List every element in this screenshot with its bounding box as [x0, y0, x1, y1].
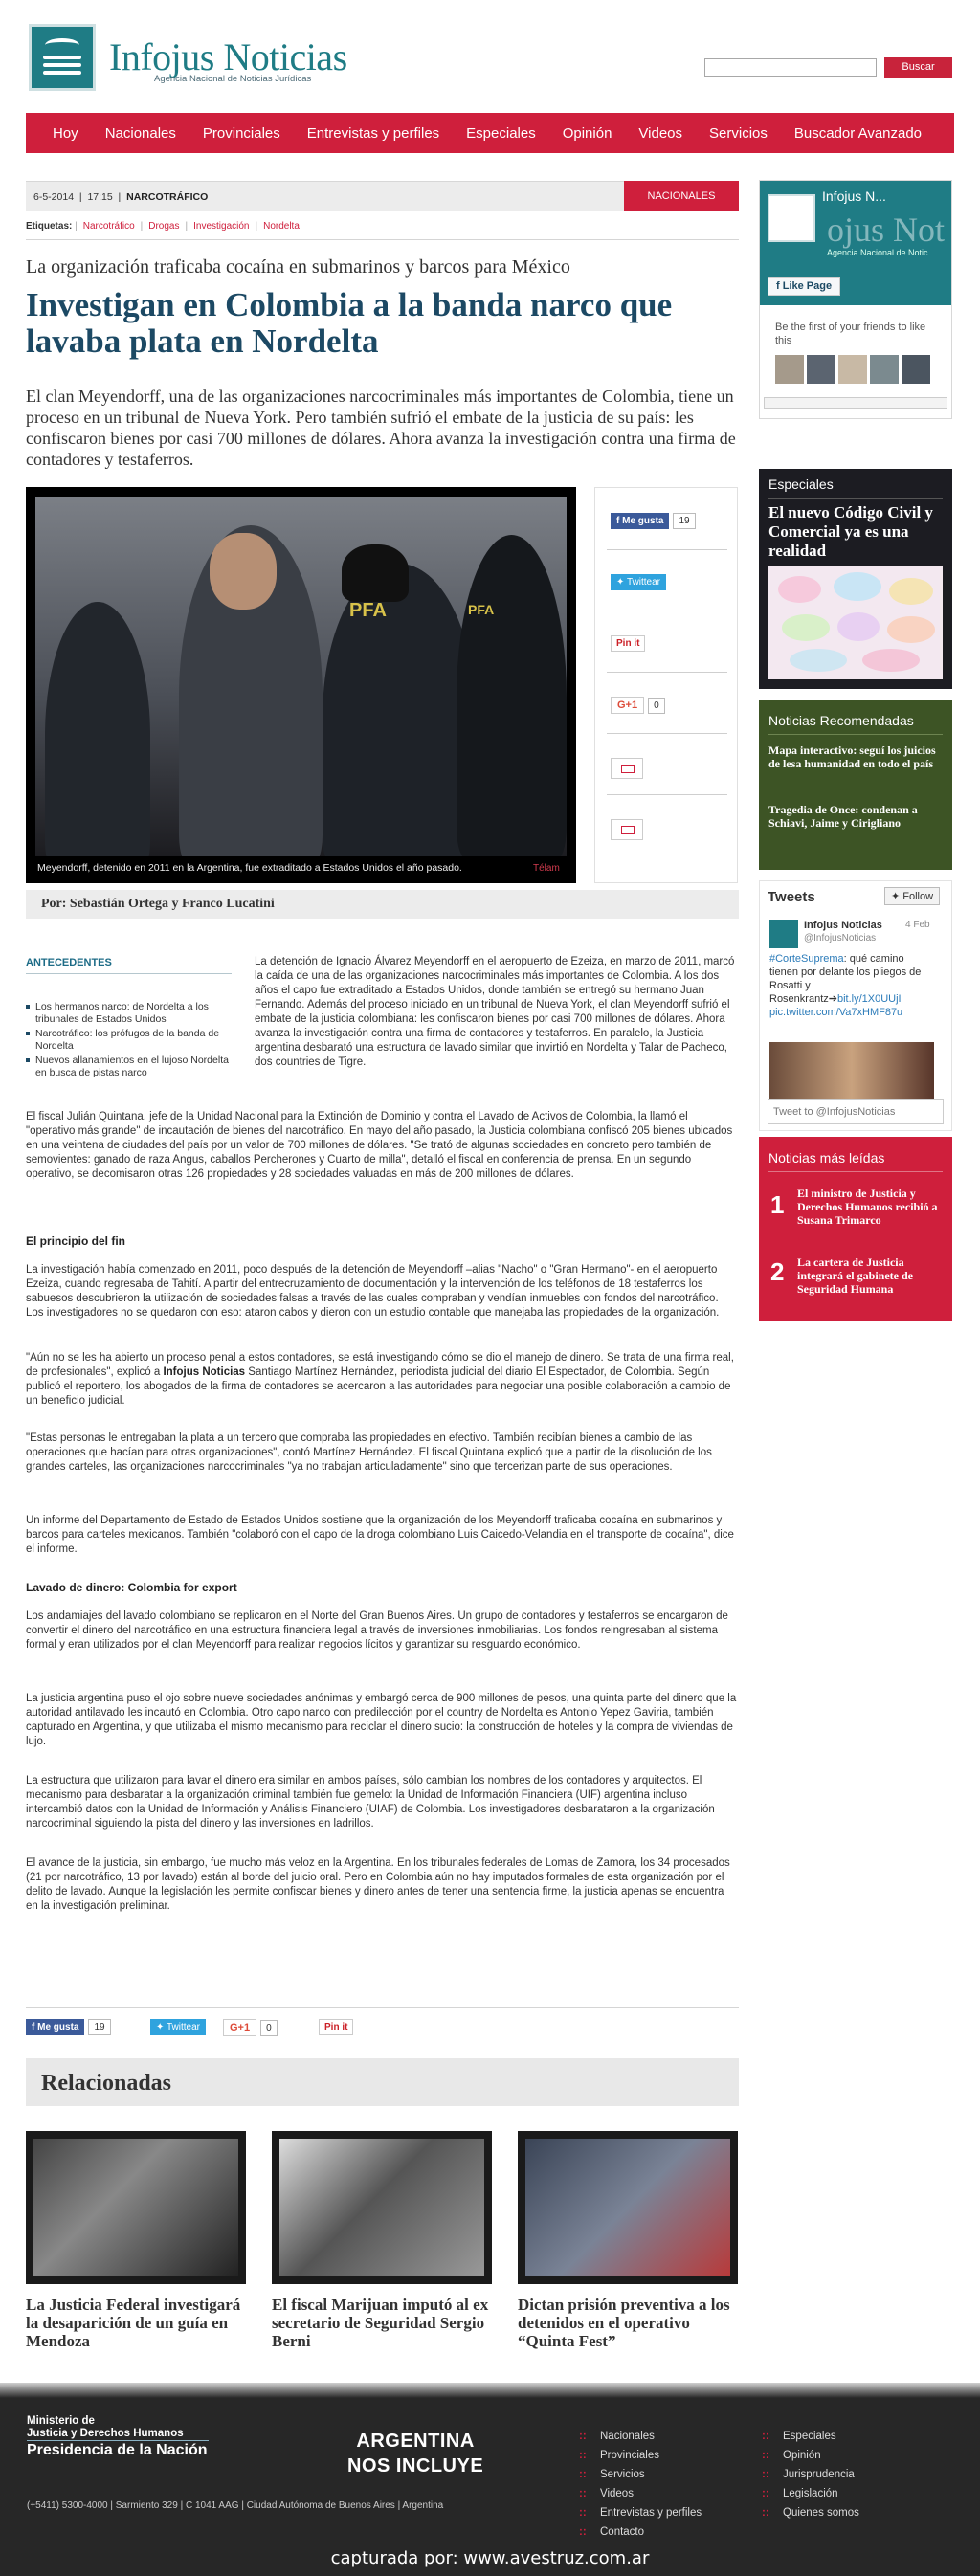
tweet-to-input[interactable]: Tweet to @InfojusNoticias	[768, 1099, 944, 1124]
site-header	[0, 0, 980, 113]
tweet-author-handle[interactable]: @InfojusNoticias	[804, 933, 877, 944]
brand-infojus: Infojus	[109, 35, 214, 78]
related-image[interactable]	[518, 2131, 738, 2284]
twitter-icon: ✦	[156, 2022, 165, 2032]
footer-links-col2	[762, 2427, 859, 2522]
twitter-button[interactable]	[150, 2019, 206, 2035]
related-title[interactable]: Dictan prisión preventiva a los detenidos en el operativo “Quinta Fest”	[518, 2296, 730, 2350]
article-datetime: 6-5-2014 | 17:15 | NARCOTRÁFICO	[33, 191, 209, 203]
antecedente-link[interactable]: Los hermanos narco: de Nordelta a los tribunales de Estados Unidos	[26, 1001, 232, 1026]
tags-label: Etiquetas:	[26, 221, 73, 232]
antecedentes-title: ANTECEDENTES	[26, 957, 232, 974]
facebook-page-title[interactable]: Infojus N...	[822, 189, 886, 204]
tweet-hashtag[interactable]: #CorteSuprema	[769, 953, 844, 965]
recomendada-link[interactable]: Mapa interactivo: seguí los juicios de lesa humanidad en todo el país	[768, 744, 936, 770]
antecedente-link[interactable]: Narcotráfico: los prófugos de la banda de Nordelta	[26, 1028, 232, 1053]
facebook-banner-text: ojus Not	[827, 211, 946, 249]
twitter-button[interactable]	[611, 574, 666, 590]
article-paragraph: "Estas personas le entregaban la plata a un tercero que compraba las propiedades en efectivo. También recibían bienes a cambio de las operaciones que hacían para otras organizaciones", contó Martínez Hernández. El fiscal Quintana explicó que a partir de la disolución de los grandes carteles, las organizaciones narcocriminales "ya no trabajan articuladamente" sino que tercerizan parte de sus operaciones.	[26, 1432, 712, 1473]
article-photo-frame	[26, 487, 576, 883]
article-subheading: Lavado de dinero: Colombia for export	[26, 1581, 237, 1594]
facebook-like-count: 19	[673, 513, 695, 529]
especiales-image[interactable]	[768, 566, 943, 679]
article-date: 6-5-2014	[33, 191, 75, 203]
facebook-share	[611, 513, 696, 529]
tag-link[interactable]: Nordelta	[263, 221, 300, 232]
mas-leidas-title: Noticias más leídas	[768, 1150, 885, 1166]
article-kicker: La organización traficaba cocaína en submarinos y barcos para México	[26, 256, 570, 278]
facebook-widget-scrollbar[interactable]	[764, 397, 947, 409]
footer-link[interactable]: :: Opinión	[762, 2446, 859, 2465]
tweet-author-name[interactable]: Infojus Noticias	[804, 920, 882, 931]
facebook-like-label: Me gusta	[622, 516, 664, 526]
rank-number: 1	[770, 1190, 785, 1219]
article-paragraph: Un informe del Departamento de Estado de Estados Unidos sostiene que la organización de los Meyendorff traficaba cocaína en submarinos y barcos para carteles mexicanos. También "colaboró con el capo de la droga colombiano Luis Caicedo-Velandia en el transporte de cocaína", dice el informe.	[26, 1515, 734, 1555]
facebook-like-button[interactable]	[611, 513, 669, 529]
twitter-label: Twittear	[167, 2022, 201, 2032]
tag-link[interactable]: Drogas	[148, 221, 180, 232]
article-headline: Investigan en Colombia a la banda narco que lavaba plata en Nordelta	[26, 286, 673, 360]
tags-row: Etiquetas: | Narcotráfico | Drogas | Investigación | Nordelta	[26, 221, 739, 240]
article-section[interactable]: NARCOTRÁFICO	[126, 191, 209, 203]
article-paragraph: La investigación había comenzado en 2011, poco después de la detención de Meyendorff –alias "Nacho" o "Gran Hermano"- en el aeropuerto Ezeiza, cuando regresaba de Tahití. A partir del entrecruzamiento de documentación y la intervención de los teléfonos de 18 testaferros los sabuesos descubrieron la utilización de sociedades falsas a través de las cuales compraban y vendían inmuebles con fondos del narcotráfico. Los investigadores no se quedaron con eso: ataron cabos y dieron con un estudio contable que manejaba las propiedades de la organización.	[26, 1264, 720, 1319]
gplus-button[interactable]: G+1	[223, 2019, 256, 2036]
capture-watermark: capturada por: www.avestruz.com.ar	[330, 2548, 650, 2568]
email-icon[interactable]	[611, 819, 643, 840]
bottom-share-bar	[26, 2007, 739, 2033]
like-page-label: Like Page	[782, 280, 833, 292]
article-time: 17:15	[87, 191, 113, 203]
facebook-icon: f	[32, 2022, 35, 2032]
mas-leida-link[interactable]: La cartera de Justicia integrará el gabinete de Seguridad Humana	[797, 1255, 913, 1296]
facebook-icon: f	[776, 280, 780, 292]
footer-links-col1	[579, 2427, 702, 2542]
footer-link[interactable]: :: Nacionales	[579, 2427, 702, 2446]
facebook-icon: f	[616, 516, 620, 526]
facebook-first-friends: Be the first of your friends to like this	[775, 322, 926, 346]
twitter-icon: ✦	[891, 891, 901, 902]
paragraph-bold: Infojus Noticias	[163, 1366, 246, 1378]
footer-link[interactable]: :: Entrevistas y perfiles	[579, 2503, 702, 2522]
nav-nacionales[interactable]: Nacionales	[104, 124, 176, 142]
paragraph-part: Santiago Martínez Hernández, periodista judicial del diario El Espectador, de Colombia. Según publicó el reportero, los abogados de la firma de contadores se acercaron a las autoridades para negociar una posible colaboración a cambio de un beneficio judicial.	[26, 1366, 731, 1407]
footer-link[interactable]: :: Videos	[579, 2484, 702, 2503]
rank-number: 2	[770, 1257, 785, 1286]
gplus-count: 0	[260, 2020, 278, 2036]
nav-servicios[interactable]: Servicios	[709, 124, 768, 142]
brand-tagline: Agencia Nacional de Noticias Jurídicas	[154, 74, 312, 84]
email-share	[611, 819, 643, 843]
article-paragraph: El fiscal Julián Quintana, jefe de la Unidad Nacional para la Extinción de Dominio y contra el Lavado de Activos de Colombia, la llamó el "operativo más grande" de incautación de bienes del narcotráfico. En mayo del año pasado, la Justicia colombiana confiscó 205 bienes ubicados en una veintena de ciudades del país por un valor de 700 millones de dólares. "Se trató de algunas sociedades en concreto pero también de semovientes: ganado de raza Angus, caballos Percherones y Cuarto de milla", detalló el fiscal en conferencia de prensa. En un segundo operativo, se decomisaron otras 126 propiedades y 28 sociedades valuadas en más de 200 millones de dólares.	[26, 1111, 733, 1180]
article-paragraph: La estructura que utilizaron para lavar el dinero era similar en ambos países, sólo cambian los nombres de los contadores y arquitectos. El mecanismo para desbaratar a la organización criminal también fue gemelo: la Unidad de Información Financiera (UIF) argentina incluso intercambió datos con la Unidad de Información y Análisis Financiero (UIAF) de Colombia. Los investigadores desbarataron a la organización narcocriminal siguiendo la pista del dinero y las inversiones en ladrillos.	[26, 1775, 715, 1830]
paragraph-part: "Aún no se les ha abierto un proceso penal a estos contadores, se está investigando cómo se dio el manejo de dinero. Se trata de una firma real, de profesionales", explicó a	[26, 1352, 734, 1378]
brand-noticias: Noticias	[223, 35, 347, 78]
gplus-count: 0	[648, 698, 665, 714]
print-share	[611, 758, 643, 782]
article-paragraph	[26, 1351, 739, 1409]
recomendada-link[interactable]: Tragedia de Once: condenan a Schiavi, Jaime y Cirigliano	[768, 803, 918, 830]
nav-videos[interactable]: Videos	[638, 124, 683, 142]
footer-presidencia[interactable]: Presidencia de la Nación	[27, 2442, 208, 2458]
especiales-title: Especiales	[768, 477, 834, 492]
related-title[interactable]: El fiscal Marijuan imputó al ex secretario de Seguridad Sergio Berni	[272, 2296, 489, 2350]
brand-name[interactable]	[109, 34, 347, 79]
related-image[interactable]	[272, 2131, 492, 2284]
antecedente-link[interactable]: Nuevos allanamientos en el lujoso Nordelta en busca de pistas narco	[26, 1055, 232, 1079]
footer-link[interactable]: :: Jurisprudencia	[762, 2465, 859, 2484]
related-title[interactable]: La Justicia Federal investigará la desaparición de un guía en Mendoza	[26, 2296, 241, 2350]
relacionadas-title: Relacionadas	[41, 2071, 172, 2096]
especiales-headline[interactable]: El nuevo Código Civil y Comercial ya es una realidad	[768, 503, 933, 560]
article-byline: Por: Sebastián Ortega y Franco Lucatini	[26, 890, 739, 919]
footer-ministerio[interactable]	[27, 2415, 184, 2440]
recomendadas-title: Noticias Recomendadas	[768, 713, 914, 728]
print-icon[interactable]	[611, 758, 643, 779]
search-button[interactable]: Buscar	[884, 57, 952, 78]
facebook-like-label: Me gusta	[37, 2022, 79, 2032]
footer-link[interactable]: :: Provinciales	[579, 2446, 702, 2465]
pinterest-button[interactable]: Pin it	[319, 2019, 353, 2035]
tweet-image[interactable]	[769, 1042, 934, 1099]
facebook-banner-sub: Agencia Nacional de Notic	[827, 248, 928, 257]
footer-link[interactable]: :: Especiales	[762, 2427, 859, 2446]
ministerio-line: Justicia y Derechos Humanos	[27, 2428, 184, 2439]
avatar[interactable]	[902, 355, 930, 384]
footer-address: (+5411) 5300-4000 | Sarmiento 329 | C 1041 AAG | Ciudad Autónoma de Buenos Aires | Argentina	[27, 2500, 444, 2511]
nav-especiales[interactable]: Especiales	[466, 124, 536, 142]
article-paragraph: El avance de la justicia, sin embargo, fue mucho más veloz en la Argentina. En los tribunales federales de Lomas de Zamora, los 34 procesados (21 por narcotráfico, 13 por lavado) están al borde del juicio oral. Pero en Colombia aún no hay imputados formales de esta organización por el delito de lavado. Aunque la legislación les permite confiscar bienes y dinero antes de tener una sentencia firme, la justicia apenas se encuentra en la investigación preliminar.	[26, 1857, 730, 1912]
photo-caption: Meyendorff, detenido en 2011 en la Argentina, fue extraditado a Estados Unidos el año pasado.	[37, 862, 462, 874]
twitter-icon: ✦	[616, 577, 625, 588]
avatar[interactable]	[807, 355, 835, 384]
article-lead: El clan Meyendorff, una de las organizaciones narcocriminales más importantes de Colombia, tiene un proceso en un tribunal de Nueva York. Pero también sufrió el embate de la justicia de su país: les confiscaron bienes por casi 700 millones de dólares. Ahora avanza la investigación contra una firma de contadores y testaferros.	[26, 387, 736, 469]
tweet-link[interactable]: bit.ly/1X0UUjI	[836, 993, 902, 1005]
article-paragraph: Los andamiajes del lavado colombiano se replicaron en el Norte del Gran Buenos Aires. Un grupo de contadores y testaferros se encargaron de convertir el dinero del narcotráfico en una estructura financiera legal a través de inversiones inmobiliarias. Los fondos reingresaban al sistema formal y eran utilizados por el clan Meyendorff para realizar negocios lícitos y garantizar su resguardo económico.	[26, 1610, 728, 1651]
footer-link[interactable]: :: Legislación	[762, 2484, 859, 2503]
tweet-link[interactable]: pic.twitter.com/Va7xHMF87u	[769, 1007, 903, 1018]
facebook-page-widget	[759, 180, 952, 419]
logo-line: ARGENTINA	[356, 2431, 475, 2452]
facebook-like-button[interactable]	[26, 2019, 84, 2035]
nav-buscador-avanzado[interactable]: Buscador Avanzado	[793, 124, 923, 142]
facebook-like-page-button[interactable]	[768, 277, 840, 296]
especiales-box	[759, 469, 952, 689]
tweets-title: Tweets	[768, 889, 815, 905]
avatar[interactable]	[838, 355, 867, 384]
search-input[interactable]	[704, 58, 877, 77]
article-paragraph: La justicia argentina puso el ojo sobre nueve sociedades anónimas y embargó cerca de 900 millones de pesos, una quinta parte del dinero que la autoridad antilavado les incautó en Colombia. Otro capo narco con predilección por el country de Nordelta es Antonio Yepez Gaviria, también capturado en Argentina, y que utilizaba el mismo mecanismo para reciclar el dinero sucio: la construcción de hoteles y la compra de viviendas de lujo.	[26, 1693, 737, 1747]
article-photo[interactable]: PFA PFA	[35, 497, 567, 856]
article-paragraph: La detención de Ignacio Álvarez Meyendorff en el aeropuerto de Ezeiza, en marzo de 2011, marcó la caída de una de las organizaciones narcocriminales más importantes de Colombia. A los dos años el capo fue extraditado a Estados Unidos, donde también se entregó su hermano Juan Fernando. Además del proceso iniciado en un tribunal de Nueva York, el clan Meyendorff sufrió el embate de la justicia colombiana: les confiscaron bienes por casi 700 millones de dólares. Ahora avanza la investigación contra una firma de contadores y testaferros. En paralelo, la Justicia argentina desbarató una estructura de lavado similar que invirtió en Nordelta y Talar de Pacheco, dos countries de Tigre.	[255, 956, 735, 1068]
twitter-share	[611, 574, 666, 590]
avatar[interactable]	[870, 355, 899, 384]
pinterest-share	[611, 635, 645, 652]
footer-link[interactable]: :: Contacto	[579, 2522, 702, 2542]
avatar[interactable]	[775, 355, 804, 384]
footer-link[interactable]: :: Quienes somos	[762, 2503, 859, 2522]
twitter-follow-button[interactable]	[884, 887, 940, 905]
category-badge[interactable]: NACIONALES	[624, 181, 739, 211]
tag-link[interactable]: Narcotráfico	[82, 221, 135, 232]
site-footer	[0, 2383, 980, 2576]
tag-link[interactable]: Investigación	[193, 221, 250, 232]
tweet-text	[769, 952, 934, 1019]
antecedentes-box	[26, 957, 232, 1081]
nav-opinion[interactable]: Opinión	[562, 124, 612, 142]
photo-credit: Télam	[533, 863, 560, 874]
gplus-share	[611, 697, 665, 714]
twitter-label: Twittear	[627, 577, 661, 588]
footer-link[interactable]: :: Servicios	[579, 2465, 702, 2484]
share-column	[594, 487, 738, 883]
related-card[interactable]	[272, 2131, 492, 2350]
ministerio-line: Ministerio de	[27, 2415, 95, 2427]
mas-leida-link[interactable]: El ministro de Justicia y Derechos Humanos recibió a Susana Trimarco	[797, 1187, 938, 1227]
nav-provinciales[interactable]: Provinciales	[202, 124, 280, 142]
page-logo-icon	[768, 194, 815, 242]
follow-label: Follow	[902, 891, 934, 902]
logo-icon[interactable]	[29, 24, 96, 91]
article-subheading: El principio del fin	[26, 1234, 126, 1248]
related-card[interactable]	[518, 2131, 738, 2350]
nav-hoy[interactable]: Hoy	[53, 124, 78, 142]
facebook-like-count: 19	[88, 2019, 110, 2035]
tweet-body: : qué camino tienen por delante los pliegos de Rosatti y Rosenkrantz➔	[769, 953, 922, 1005]
related-card[interactable]	[26, 2131, 246, 2350]
pinterest-button[interactable]: Pin it	[611, 635, 645, 652]
main-nav	[26, 113, 954, 153]
related-image[interactable]	[26, 2131, 246, 2284]
nav-entrevistas[interactable]: Entrevistas y perfiles	[306, 124, 440, 142]
recomendadas-box	[759, 700, 952, 870]
gplus-button[interactable]: G+1	[611, 697, 644, 714]
tweet-date[interactable]: 4 Feb	[905, 920, 930, 930]
argentina-nos-incluye-logo[interactable]	[347, 2429, 483, 2478]
mas-leidas-box	[759, 1137, 952, 1321]
logo-line: NOS INCLUYE	[347, 2455, 484, 2476]
avatar[interactable]	[769, 920, 798, 948]
twitter-widget	[759, 880, 952, 1131]
relacionadas-header	[26, 2058, 739, 2106]
facebook-friend-faces	[775, 355, 933, 387]
facebook-page-banner[interactable]	[760, 181, 951, 305]
